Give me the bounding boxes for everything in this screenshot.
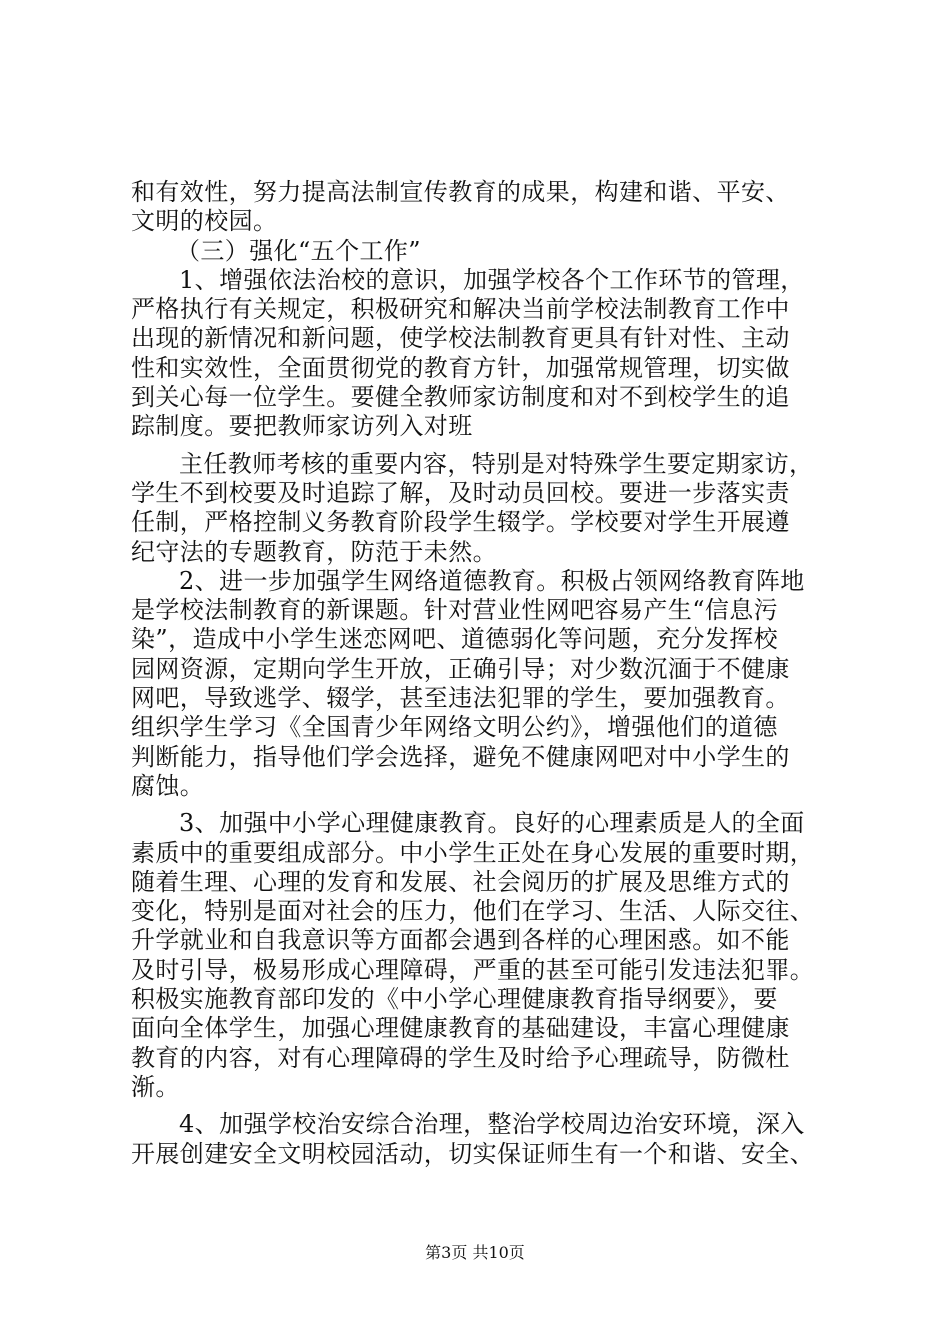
text-line: 到关心每一位学生。要健全教师家访制度和对不到校学生的追 xyxy=(131,383,790,412)
text-line: 积极实施教育部印发的《中小学心理健康教育指导纲要》，要 xyxy=(131,985,778,1014)
text-line: 组织学生学习《全国青少年网络文明公约》，增强他们的道德 xyxy=(131,713,778,742)
text-line: 网吧，导致逃学、辍学，甚至违法犯罪的学生，要加强教育。 xyxy=(131,684,790,713)
text-line: 园网资源，定期向学生开放，正确引导；对少数沉湎于不健康 xyxy=(131,654,790,683)
text-line: 渐。 xyxy=(131,1072,180,1101)
text-line: 判断能力，指导他们学会选择，避免不健康网吧对中小学生的 xyxy=(131,742,790,771)
text-line: 严格执行有关规定，积极研究和解决当前学校法制教育工作中 xyxy=(131,295,790,324)
text-line: 教育的内容，对有心理障碍的学生及时给予心理疏导，防微杜 xyxy=(131,1043,790,1072)
document-body xyxy=(131,178,831,1169)
paragraph-start: 3、加强中小学心理健康教育。良好的心理素质是人的全面 xyxy=(179,809,805,838)
text-line: 性和实效性，全面贯彻党的教育方针，加强常规管理，切实做 xyxy=(131,353,790,382)
text-line: 任制，严格控制义务教育阶段学生辍学。学校要对学生开展遵 xyxy=(131,508,790,537)
text-line: 纪守法的专题教育，防范于未然。 xyxy=(131,537,497,566)
text-line: 腐蚀。 xyxy=(131,771,205,800)
text-line: 素质中的重要组成部分。中小学生正处在身心发展的重要时期， xyxy=(131,838,815,867)
text-line: 文明的校园。 xyxy=(131,207,278,236)
text-line: 染”，造成中小学生迷恋网吧、道德弱化等问题，充分发挥校 xyxy=(131,625,779,654)
text-line: 及时引导，极易形成心理障碍，严重的甚至可能引发违法犯罪。 xyxy=(131,955,815,984)
paragraph-start: 2、进一步加强学生网络道德教育。积极占领网络教育阵地 xyxy=(179,566,805,595)
text-line: 随着生理、心理的发育和发展、社会阅历的扩展及思维方式的 xyxy=(131,867,790,896)
page-number-footer: 第3页 共10页 xyxy=(425,1243,525,1262)
text-line: 出现的新情况和新问题，使学校法制教育更具有针对性、主动 xyxy=(131,324,790,353)
text-line: 面向全体学生，加强心理健康教育的基础建设，丰富心理健康 xyxy=(131,1014,790,1043)
text-line: 学生不到校要及时追踪了解，及时动员回校。要进一步落实责 xyxy=(131,478,790,507)
text-line: 是学校法制教育的新课题。针对营业性网吧容易产生“信息污 xyxy=(131,596,779,625)
text-line: 踪制度。要把教师家访列入对班 xyxy=(131,412,473,441)
paragraph-start: 主任教师考核的重要内容，特别是对特殊学生要定期家访， xyxy=(179,449,814,478)
text-line: 开展创建安全文明校园活动，切实保证师生有一个和谐、安全、 xyxy=(131,1139,815,1168)
text-line: 升学就业和自我意识等方面都会遇到各样的心理困惑。如不能 xyxy=(131,926,790,955)
text-line: 和有效性，努力提高法制宣传教育的成果，构建和谐、平安、 xyxy=(131,178,790,206)
section-heading: （三）强化“五个工作” xyxy=(176,236,421,265)
paragraph-start: 4、加强学校治安综合治理，整治学校周边治安环境，深入 xyxy=(179,1110,805,1139)
text-line: 变化，特别是面对社会的压力，他们在学习、生活、人际交往、 xyxy=(131,897,815,926)
paragraph-start: 1、增强依法治校的意识，加强学校各个工作环节的管理， xyxy=(179,265,805,294)
